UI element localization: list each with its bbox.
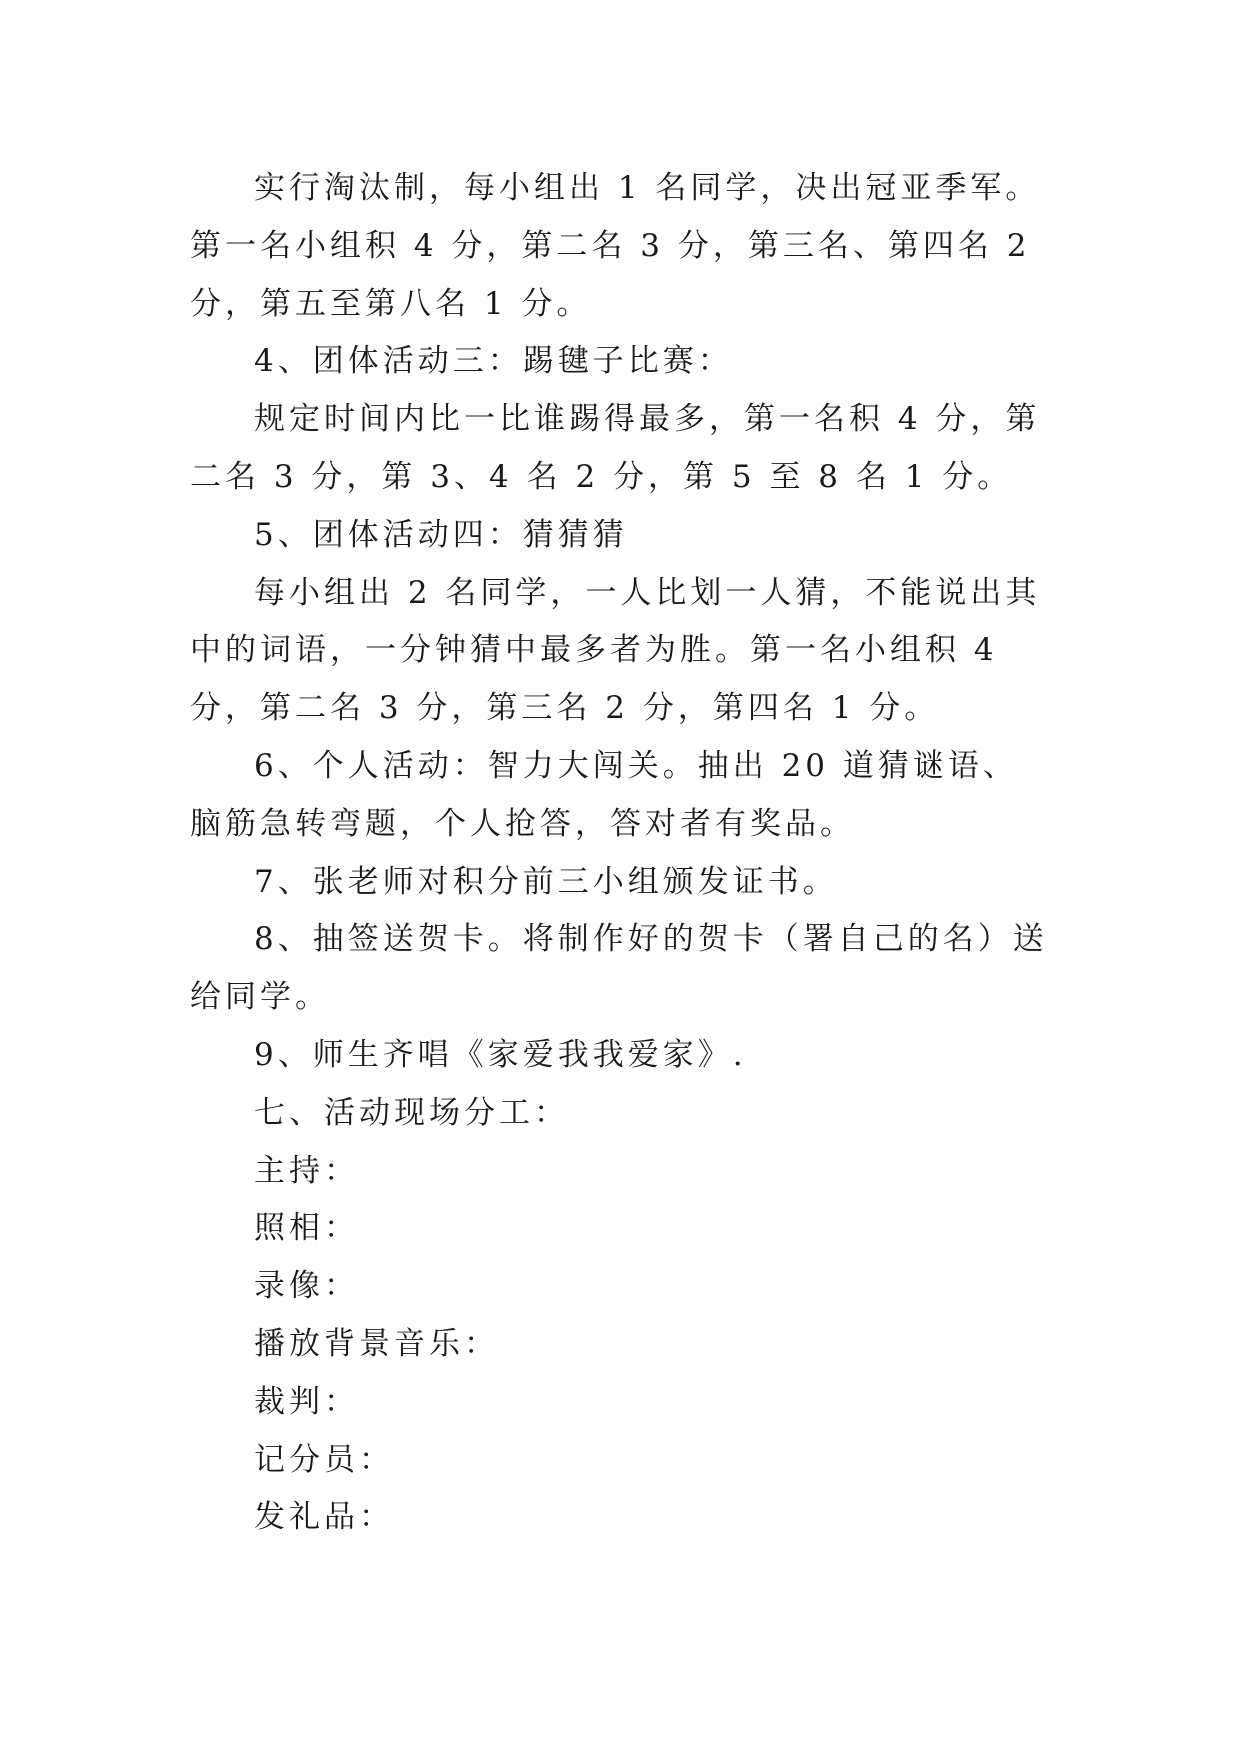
paragraph-shuttlecock-rules: 规定时间内比一比谁踢得最多，第一名积 4 分，第二名 3 分，第 3、4 名 2 分，第 5 至 8 名 1 分。 (190, 401, 1041, 495)
paragraph-elimination-rules: 实行淘汰制，每小组出 1 名同学，决出冠亚季军。第一名小组积 4 分，第二名 3 分，第三名、第四名 2 分，第五至第八名 1 分。 (190, 170, 1041, 322)
section-heading-division-of-labor: 七、活动现场分工： (254, 1094, 569, 1131)
paragraph-individual-quiz: 6、个人活动：智力大闯关。抽出 20 道猜谜语、脑筋急转弯题，个人抢答，答对者有奖品。 (190, 747, 1018, 842)
paragraph-certificates: 7、张老师对积分前三小组颁发证书。 (254, 863, 838, 900)
role-video: 录像： (254, 1268, 359, 1305)
role-prize-distribution: 发礼品： (254, 1499, 394, 1536)
document-body (190, 160, 1050, 1547)
role-scorekeeper: 记分员： (254, 1441, 394, 1478)
role-host: 主持： (254, 1152, 359, 1189)
paragraph-activity-guessing-heading: 5、团体活动四：猜猜猜 (254, 516, 628, 553)
paragraph-activity-shuttlecock-heading: 4、团体活动三：踢毽子比赛： (254, 343, 733, 380)
paragraph-song: 9、师生齐唱《家爱我我爱家》. (254, 1036, 747, 1073)
paragraph-guessing-rules: 每小组出 2 名同学，一人比划一人猜，不能说出其中的词语，一分钟猜中最多者为胜。第一名小组积 4 分，第二名 3 分，第三名 2 分，第四名 1 分。 (190, 574, 1041, 727)
paragraph-greeting-cards: 8、抽签送贺卡。将制作好的贺卡（署自己的名）送给同学。 (190, 921, 1048, 1016)
role-background-music: 播放背景音乐： (254, 1325, 499, 1362)
role-photography: 照相： (254, 1210, 359, 1247)
role-referee: 裁判： (254, 1383, 359, 1420)
